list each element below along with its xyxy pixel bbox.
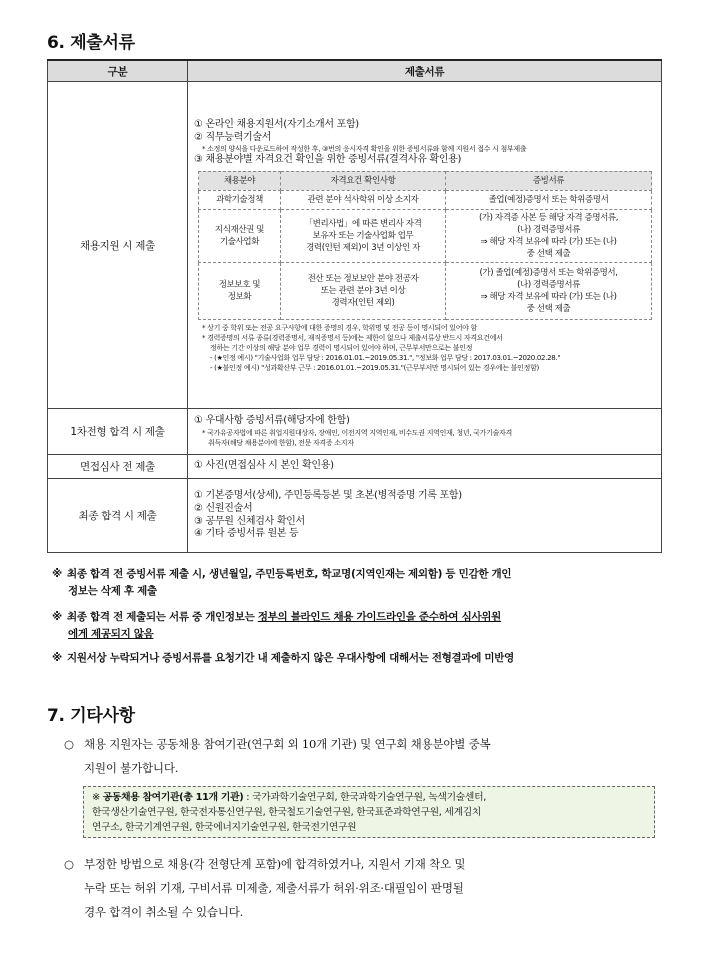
inner-requirement [281,209,446,262]
reference-mark: ※ [52,568,62,580]
header-documents: 제출서류 [188,60,662,82]
text-line: (가) 자격증 사본 등 해당 자격 증명서류, [478,212,619,223]
list-item: ① 우대사항 증빙서류(해당자에 한함) [194,415,350,427]
list-item: ① 기본증명서(상세), 주민등록등본 및 초본(병적증명 기록 포함) [194,490,462,502]
text-line: 전산 또는 정보보안 분야 전공자 [307,273,419,284]
docs-final [188,479,662,553]
warning-1 [52,566,511,600]
inner-field [199,209,281,262]
warning-2 [52,609,501,643]
text-line: 연구소, 한국기계연구원, 한국에너지기술연구원, 한국전기연구원 [92,822,357,833]
table-header [48,60,662,82]
table-row [199,262,652,319]
text-line: 부정한 방법으로 채용(각 전형단계 포함)에 합격하였거나, 지원서 기재 착오 및 [84,857,466,871]
category-final: 최종 합격 시 제출 [48,479,188,553]
text-line: ⇒ 해당 자격 보유에 따라 (가) 또는 (나) [480,236,617,247]
text-line: : 국가과학기술연구회, 한국과학기술연구원, 녹색기술센터, [243,792,487,803]
qualification-table [198,171,652,320]
list-note: 취득자(해당 채용분야에 한함), 전문 자격증 소지자 [208,438,354,447]
docs-application [188,82,662,409]
text-line: 또는 관련 분야 3년 이상 [320,285,406,296]
category-first-pass: 1차전형 합격 시 제출 [48,409,188,455]
list-item: ① 온라인 채용지원서(자기소개서 포함) [194,119,359,131]
category-application: 채용지원 시 제출 [48,82,188,409]
text-line: (나) 경력증명서류 [517,279,580,290]
list-item: ④ 기타 증빙서류 원본 등 [194,528,299,540]
bullet: ○ [64,857,74,871]
warning-text: 최종 합격 전 제출되는 서류 중 개인정보는 [67,611,258,623]
inner-field: 과학기술정책 [199,190,281,209]
inner-evidence: 졸업(예정)증명서 또는 학위증명서 [446,190,652,209]
table-row-application [48,82,662,409]
reference-mark: ※ [52,652,62,664]
inner-evidence [446,262,652,319]
warning-text: 정보는 삭제 후 제출 [68,585,157,597]
text-line: 보유자 또는 기술사업화 업무 [312,230,414,241]
table-row [199,190,652,209]
warning-3 [52,650,514,667]
text-line: 지원이 불가합니다. [84,761,179,775]
text-line: (가) 졸업(예정)증명서 또는 학위증명서, [479,267,618,278]
docs-first-pass [188,409,662,455]
text-line: 채용 지원자는 공동채용 참여기관(연구회 외 10개 기관) 및 연구회 채용분야별 중복 [84,737,491,751]
list-item: ③ 채용분야별 자격요건 확인을 위한 증빙서류(결격사유 확인용) [194,154,462,166]
text-line: 경우 합격이 취소될 수 있습니다. [84,905,244,919]
warning-text: 지원서상 누락되거나 증빙서류를 요청기간 내 제출하지 않은 우대사항에 대해서는 전형결과에 미반영 [67,652,514,664]
reference-mark: ※ [92,792,100,803]
participating-institutions-box [83,786,655,838]
inner-header-requirement: 자격요건 확인사항 [281,171,446,190]
text-line: 중 선택 제출 [526,303,571,314]
section7-title: 7. 기타사항 [47,706,135,726]
list-note: - (★불인정 예시) "성과확산부 근무 : 2016.01.01.~2019.05.31."(근무부서만 명시되어 있는 경우에는 불인정함) [210,363,539,372]
docs-interview [188,455,662,479]
table-row-interview [48,455,662,479]
list-item: ② 신원진술서 [194,502,253,514]
table-row-final [48,479,662,553]
inner-requirement: 관련 분야 석사학위 이상 소지자 [281,190,446,209]
table-row-first-pass [48,409,662,455]
warning-underlined: 에게 제공되지 않음 [68,628,154,640]
text-line: (나) 경력증명서류 [517,224,580,235]
text-line: 누락 또는 허위 기재, 구비서류 미제출, 제출서류가 허위·위조·대필임이 판명될 [84,881,464,895]
paragraph-duplicate-application [64,732,490,780]
text-line: 정보화 [227,291,252,302]
bullet: ○ [64,737,74,751]
list-item: ② 직무능력기술서 [194,131,272,143]
list-item: ① 사진(면접심사 시 본인 확인용) [194,460,334,472]
paragraph-cancellation [64,852,465,924]
list-note: * 소정의 양식을 다운로드하여 작성한 후, ③번의 응시자격 확인을 위한 증빙서류와 함께 지원서 접수 시 첨부제출 [202,145,527,154]
text-line: 기술사업화 [219,236,260,247]
text-line: 경력자(인턴 제외) [331,297,395,308]
text-line: 한국생산기술연구원, 한국전자통신연구원, 한국철도기술연구원, 한국표준과학연구원, 세계김치 [92,807,482,818]
header-category: 구분 [48,60,188,82]
inner-header-evidence: 증빙서류 [446,171,652,190]
box-label: 공동채용 참여기관(총 11개 기관) [102,792,244,803]
section6-title: 6. 제출서류 [47,33,135,53]
text-line: 중 선택 제출 [526,248,571,259]
warning-text: 최종 합격 전 증빙서류 제출 시, 생년월일, 주민등록번호, 학교명(지역인재는 제외함) 등 민감한 개인 [67,568,512,580]
inner-evidence [446,209,652,262]
warning-underlined: 정부의 블라인드 채용 가이드라인을 준수하여 심사위원 [257,611,501,623]
text-line: 정보보호 및 [218,279,261,290]
submission-table [47,59,662,553]
list-item: ③ 공무원 신체검사 확인서 [194,515,305,527]
text-line: ⇒ 해당 자격 보유에 따라 (가) 또는 (나) [480,291,617,302]
list-note: * 상기 중 학위 또는 전공 요구사항에 대한 증명의 경우, 학위명 및 전공 등이 명시되어 있어야 함 [202,323,478,332]
category-interview: 면접심사 전 제출 [48,455,188,479]
list-note: * 국가유공자법에 따른 취업지원대상자, 장애인, 이전지역 지역인재, 비수도권 지역인재, 청년, 국가기술자격 [202,428,512,437]
text-line: 경력(인턴 제외)이 3년 이상인 자 [306,242,420,253]
inner-header-field: 채용분야 [199,171,281,190]
text-line: 지식재산권 및 [214,224,265,235]
text-line: 「변리사법」에 따른 변리사 자격 [304,218,422,229]
inner-field [199,262,281,319]
list-note: 정하는 기간 이상의 해당 분야 업무 경력이 명시되어 있어야 하며, 근무부서만으로는 불인정 [210,343,473,352]
list-note: * 경력증명의 서류 종류(경력증명서, 재직증명서 등)에는 제한이 없으나 제출서류상 반드시 자격요건에서 [202,333,503,342]
table-row [199,209,652,262]
reference-mark: ※ [52,611,62,623]
list-note: - (★인정 예시) "기술사업화 업무 담당 : 2016.01.01.~2019.05.31.", "정보화 업무 담당 : 2017.03.01.~2020.02.28." [210,353,561,362]
inner-requirement [281,262,446,319]
